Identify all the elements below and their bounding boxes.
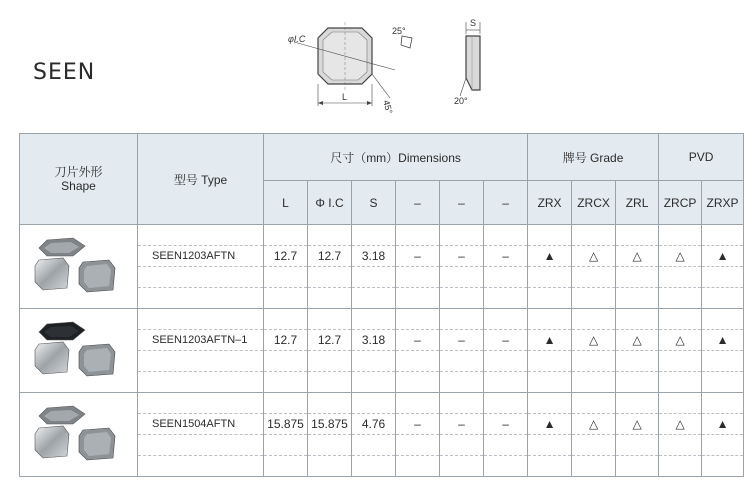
empty-cell xyxy=(484,351,528,372)
empty-cell xyxy=(484,225,528,246)
empty-cell xyxy=(659,288,702,309)
empty-cell xyxy=(440,456,484,477)
empty-cell xyxy=(396,351,440,372)
dimension-cell: 12.7 xyxy=(308,330,352,351)
empty-cell xyxy=(138,225,264,246)
dimension-cell: 15.875 xyxy=(308,414,352,435)
empty-cell xyxy=(572,267,616,288)
insert-photo xyxy=(20,225,138,309)
empty-cell xyxy=(659,351,702,372)
header-grade: 牌号 Grade xyxy=(528,134,659,181)
empty-cell xyxy=(702,225,744,246)
empty-cell xyxy=(528,372,572,393)
subheader-cell: Φ I.C xyxy=(308,181,352,225)
empty-cell xyxy=(264,351,308,372)
empty-cell xyxy=(352,225,396,246)
dimension-cell: 12.7 xyxy=(264,246,308,267)
angle-bottom-label: 20° xyxy=(454,96,468,106)
grade-mark-cell: ▲ xyxy=(702,414,744,435)
dimension-cell: – xyxy=(396,246,440,267)
dim-s-label: S xyxy=(470,18,477,28)
dimension-cell: – xyxy=(440,414,484,435)
subheader-cell: ZRX xyxy=(528,181,572,225)
dimension-cell: – xyxy=(484,330,528,351)
empty-cell xyxy=(308,372,352,393)
empty-cell xyxy=(308,393,352,414)
empty-cell xyxy=(616,267,659,288)
header-shape-cn: 刀片外形 xyxy=(54,165,103,179)
subheader-cell: ZRL xyxy=(616,181,659,225)
empty-cell xyxy=(572,435,616,456)
empty-cell xyxy=(352,267,396,288)
empty-cell xyxy=(702,309,744,330)
dimension-cell: 3.18 xyxy=(352,330,396,351)
dimension-cell: – xyxy=(440,246,484,267)
angle-side-label: 45° xyxy=(381,99,395,115)
dimension-cell: 15.875 xyxy=(264,414,308,435)
product-spec-table xyxy=(19,133,744,477)
empty-cell xyxy=(572,456,616,477)
grade-mark-cell: △ xyxy=(659,246,702,267)
empty-cell xyxy=(396,309,440,330)
empty-cell xyxy=(484,435,528,456)
empty-cell xyxy=(440,267,484,288)
subheader-cell: ZRXP xyxy=(702,181,744,225)
empty-cell xyxy=(308,288,352,309)
empty-cell xyxy=(440,393,484,414)
dimension-cell: 12.7 xyxy=(264,330,308,351)
empty-cell xyxy=(702,267,744,288)
dimension-cell: – xyxy=(396,414,440,435)
empty-cell xyxy=(352,309,396,330)
empty-cell xyxy=(396,267,440,288)
angle-top-label: 25° xyxy=(392,26,406,36)
empty-cell xyxy=(528,267,572,288)
empty-cell xyxy=(264,456,308,477)
empty-cell xyxy=(138,309,264,330)
empty-cell xyxy=(352,351,396,372)
empty-cell xyxy=(138,435,264,456)
insert-top-view-diagram xyxy=(280,18,430,118)
empty-cell xyxy=(659,267,702,288)
empty-cell xyxy=(138,351,264,372)
empty-cell xyxy=(264,435,308,456)
empty-cell xyxy=(138,288,264,309)
empty-cell xyxy=(659,225,702,246)
empty-cell xyxy=(484,309,528,330)
insert-photo xyxy=(20,393,138,477)
header-pvd: PVD xyxy=(659,134,744,181)
page-title: SEEN xyxy=(33,60,96,85)
empty-cell xyxy=(308,225,352,246)
empty-cell xyxy=(352,456,396,477)
table-row xyxy=(20,225,744,246)
empty-cell xyxy=(138,267,264,288)
subheader-cell: ZRCX xyxy=(572,181,616,225)
subheader-cell: L xyxy=(264,181,308,225)
empty-cell xyxy=(440,372,484,393)
empty-cell xyxy=(572,288,616,309)
empty-cell xyxy=(308,267,352,288)
empty-cell xyxy=(396,288,440,309)
dimension-cell: 4.76 xyxy=(352,414,396,435)
empty-cell xyxy=(396,225,440,246)
subheader-cell: ZRCP xyxy=(659,181,702,225)
empty-cell xyxy=(616,309,659,330)
table-row xyxy=(20,309,744,330)
grade-mark-cell: △ xyxy=(659,414,702,435)
empty-cell xyxy=(572,351,616,372)
dim-ic-label: φI.C xyxy=(288,34,306,44)
empty-cell xyxy=(440,309,484,330)
empty-cell xyxy=(264,393,308,414)
insert-photo xyxy=(20,309,138,393)
grade-mark-cell: ▲ xyxy=(528,414,572,435)
empty-cell xyxy=(308,456,352,477)
subheader-cell: S xyxy=(352,181,396,225)
grade-mark-cell: △ xyxy=(659,330,702,351)
subheader-cell: – xyxy=(396,181,440,225)
subheader-cell: – xyxy=(440,181,484,225)
empty-cell xyxy=(528,309,572,330)
insert-side-view-diagram xyxy=(450,16,500,116)
empty-cell xyxy=(308,435,352,456)
dimension-cell: – xyxy=(440,330,484,351)
empty-cell xyxy=(572,225,616,246)
empty-cell xyxy=(352,393,396,414)
empty-cell xyxy=(616,288,659,309)
empty-cell xyxy=(572,393,616,414)
empty-cell xyxy=(264,372,308,393)
grade-mark-cell: △ xyxy=(572,330,616,351)
empty-cell xyxy=(352,372,396,393)
header-type: 型号 Type xyxy=(138,134,264,225)
empty-cell xyxy=(484,372,528,393)
grade-mark-cell: ▲ xyxy=(702,246,744,267)
dimension-cell: – xyxy=(396,330,440,351)
empty-cell xyxy=(616,372,659,393)
empty-cell xyxy=(138,456,264,477)
model-cell: SEEN1504AFTN xyxy=(138,414,264,435)
grade-mark-cell: △ xyxy=(616,246,659,267)
empty-cell xyxy=(396,393,440,414)
grade-mark-cell: △ xyxy=(616,414,659,435)
grade-mark-cell: △ xyxy=(616,330,659,351)
subheader-cell: – xyxy=(484,181,528,225)
model-cell: SEEN1203AFTN–1 xyxy=(138,330,264,351)
model-cell: SEEN1203AFTN xyxy=(138,246,264,267)
empty-cell xyxy=(702,435,744,456)
dim-l-label: L xyxy=(342,92,348,102)
empty-cell xyxy=(396,456,440,477)
empty-cell xyxy=(484,288,528,309)
empty-cell xyxy=(616,393,659,414)
table-row xyxy=(20,393,744,414)
header-dimensions: 尺寸（mm）Dimensions xyxy=(264,134,528,181)
dimension-cell: – xyxy=(484,246,528,267)
empty-cell xyxy=(659,456,702,477)
empty-cell xyxy=(702,456,744,477)
empty-cell xyxy=(308,309,352,330)
empty-cell xyxy=(484,267,528,288)
header-shape-en: Shape xyxy=(61,179,96,193)
dimension-cell: 12.7 xyxy=(308,246,352,267)
empty-cell xyxy=(264,288,308,309)
empty-cell xyxy=(616,456,659,477)
grade-mark-cell: ▲ xyxy=(528,246,572,267)
grade-mark-cell: △ xyxy=(572,414,616,435)
empty-cell xyxy=(264,267,308,288)
empty-cell xyxy=(572,372,616,393)
empty-cell xyxy=(616,225,659,246)
empty-cell xyxy=(484,393,528,414)
empty-cell xyxy=(440,435,484,456)
empty-cell xyxy=(396,435,440,456)
empty-cell xyxy=(352,288,396,309)
empty-cell xyxy=(659,372,702,393)
empty-cell xyxy=(659,435,702,456)
dimension-cell: – xyxy=(484,414,528,435)
empty-cell xyxy=(659,309,702,330)
empty-cell xyxy=(702,372,744,393)
empty-cell xyxy=(440,288,484,309)
empty-cell xyxy=(572,309,616,330)
empty-cell xyxy=(528,435,572,456)
empty-cell xyxy=(440,225,484,246)
empty-cell xyxy=(138,393,264,414)
empty-cell xyxy=(352,435,396,456)
grade-mark-cell: ▲ xyxy=(528,330,572,351)
grade-mark-cell: △ xyxy=(572,246,616,267)
empty-cell xyxy=(440,351,484,372)
empty-cell xyxy=(528,225,572,246)
grade-mark-cell: ▲ xyxy=(702,330,744,351)
empty-cell xyxy=(528,393,572,414)
empty-cell xyxy=(702,393,744,414)
empty-cell xyxy=(528,456,572,477)
empty-cell xyxy=(659,393,702,414)
empty-cell xyxy=(528,351,572,372)
empty-cell xyxy=(264,309,308,330)
empty-cell xyxy=(616,351,659,372)
empty-cell xyxy=(138,372,264,393)
empty-cell xyxy=(702,351,744,372)
empty-cell xyxy=(616,435,659,456)
empty-cell xyxy=(308,351,352,372)
header-shape xyxy=(20,134,138,225)
empty-cell xyxy=(396,372,440,393)
empty-cell xyxy=(702,288,744,309)
empty-cell xyxy=(528,288,572,309)
empty-cell xyxy=(484,456,528,477)
dimension-cell: 3.18 xyxy=(352,246,396,267)
empty-cell xyxy=(264,225,308,246)
